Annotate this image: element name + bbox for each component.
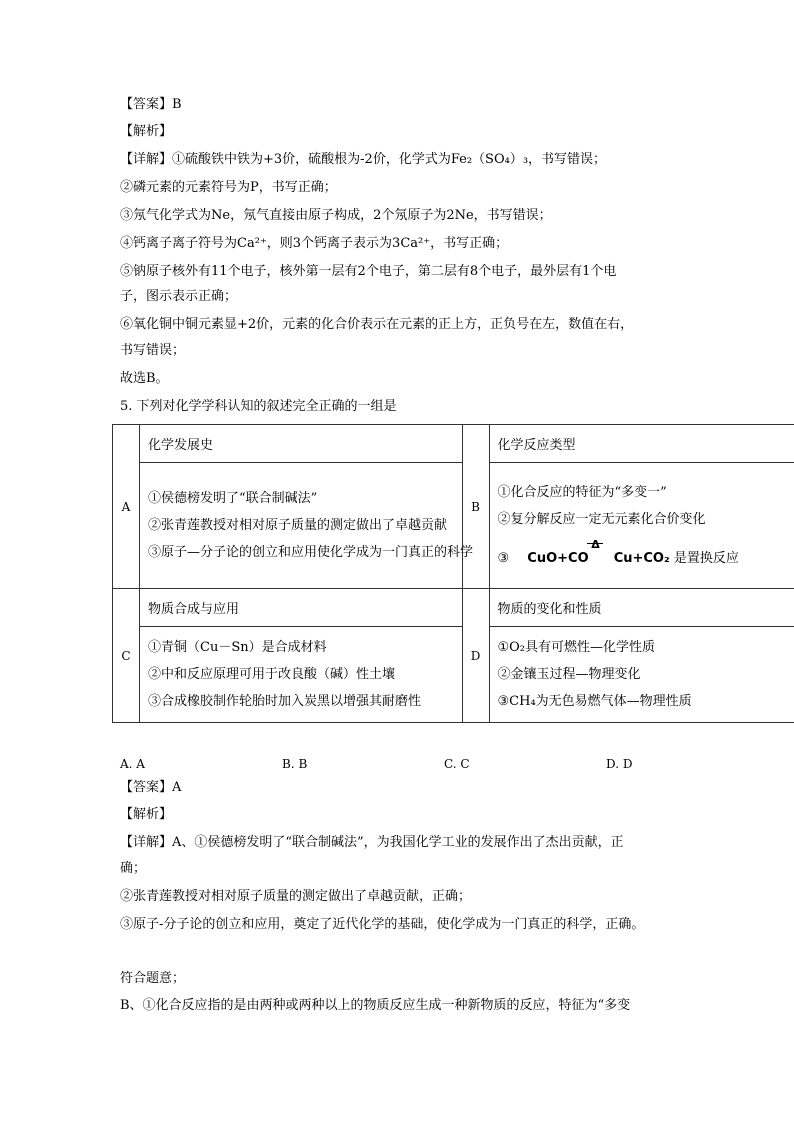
option-a[interactable]: A. A xyxy=(120,757,145,771)
item: ②中和反应原理可用于改良酸（碱）性土壤 xyxy=(148,667,396,682)
category-items xyxy=(489,627,794,723)
item-equation xyxy=(497,538,794,572)
explanation-line: ③原子-分子论的创立和应用，奠定了近代化学的基础，使化学成为一门真正的科学，正确。 xyxy=(120,917,645,932)
item: ②张青莲教授对相对原子质量的测定做出了卓越贡献 xyxy=(148,518,448,533)
item-number: ③ xyxy=(497,551,510,566)
explanation-line: 【详解】A、①侯德榜发明了“联合制碱法”，为我国化学工业的发展作出了杰出贡献，正 xyxy=(120,835,624,850)
answer-line: 【答案】A xyxy=(120,780,182,795)
chemical-equation xyxy=(527,538,670,572)
explanation-line: ②磷元素的元素符号为P，书写正确； xyxy=(120,180,337,195)
explanation-line: 【详解】①硫酸铁中铁为+3价，硫酸根为-2价，化学式为Fe₂（SO₄）₃，书写错误； xyxy=(120,152,607,167)
item: ①化合反应的特征为“多变一” xyxy=(497,485,667,500)
equation-equals xyxy=(587,543,603,544)
explanation-line: ⑤钠原子核外有11个电子，核外第一层有2个电子，第二层有8个电子，最外层有1个电 xyxy=(120,264,617,279)
analysis-heading: 【解析】 xyxy=(120,807,173,822)
item: ②金镶玉过程—物理变化 xyxy=(497,667,641,682)
item: ③CH₄为无色易燃气体—物理性质 xyxy=(497,694,692,709)
explanation-line: 符合题意； xyxy=(120,971,186,986)
option-b[interactable]: B. B xyxy=(282,757,308,771)
equation-right: Cu+CO₂ xyxy=(613,551,670,566)
row-label-a: A xyxy=(113,425,140,589)
explanation-line: 子，图示表示正确； xyxy=(120,289,238,304)
item: ②复分解反应一定无元素化合价变化 xyxy=(497,512,706,527)
answer-line: 【答案】B xyxy=(120,97,182,112)
category-items xyxy=(140,463,474,589)
option-c[interactable]: C. C xyxy=(444,757,470,771)
options-table xyxy=(112,424,794,723)
explanation-line: ②张青莲教授对相对原子质量的测定做出了卓越贡献，正确； xyxy=(120,889,472,904)
row-label-d: D xyxy=(462,589,489,723)
explanation-line: 确； xyxy=(120,861,147,876)
explanation-line: ⑥氧化铜中铜元素显+2价，元素的化合价表示在元素的正上方，正负号在左，数值在右， xyxy=(120,317,634,332)
item: ③原子—分子论的创立和应用使化学成为一门真正的科学 xyxy=(148,545,474,560)
category-title: 物质的变化和性质 xyxy=(489,589,794,627)
category-title: 化学发展史 xyxy=(140,425,463,463)
explanation-line: ③氖气化学式为Ne，氖气直接由原子构成，2个氖原子为2Ne，书写错误； xyxy=(120,208,552,223)
conclusion-line: 故选B。 xyxy=(120,371,169,386)
explanation-line: 书写错误； xyxy=(120,343,186,358)
category-title: 物质合成与应用 xyxy=(140,589,463,627)
question-stem: 5. 下列对化学学科认知的叙述完全正确的一组是 xyxy=(120,399,397,414)
category-title: 化学反应类型 xyxy=(489,425,794,463)
explanation-line: ④钙离子离子符号为Ca²⁺，则3个钙离子表示为3Ca²⁺，书写正确； xyxy=(120,236,509,251)
item: ③合成橡胶制作轮胎时加入炭黑以增强其耐磨性 xyxy=(148,694,422,709)
row-label-b: B xyxy=(462,425,489,589)
analysis-heading: 【解析】 xyxy=(120,124,173,139)
category-items xyxy=(489,463,794,589)
category-items xyxy=(140,627,463,723)
explanation-line: B、①化合反应指的是由两种或两种以上的物质反应生成一种新物质的反应，特征为“多变 xyxy=(120,998,631,1013)
equation-note: 是置换反应 xyxy=(673,551,739,566)
equation-left: CuO+CO xyxy=(527,551,589,566)
item: ①O₂具有可燃性—化学性质 xyxy=(497,640,656,655)
equation-condition: Δ xyxy=(591,538,600,551)
row-label-c: C xyxy=(113,589,140,723)
item: ①青铜（Cu－Sn）是合成材料 xyxy=(148,640,327,655)
option-d[interactable]: D. D xyxy=(606,757,633,771)
item: ①侯德榜发明了“联合制碱法” xyxy=(148,491,318,506)
